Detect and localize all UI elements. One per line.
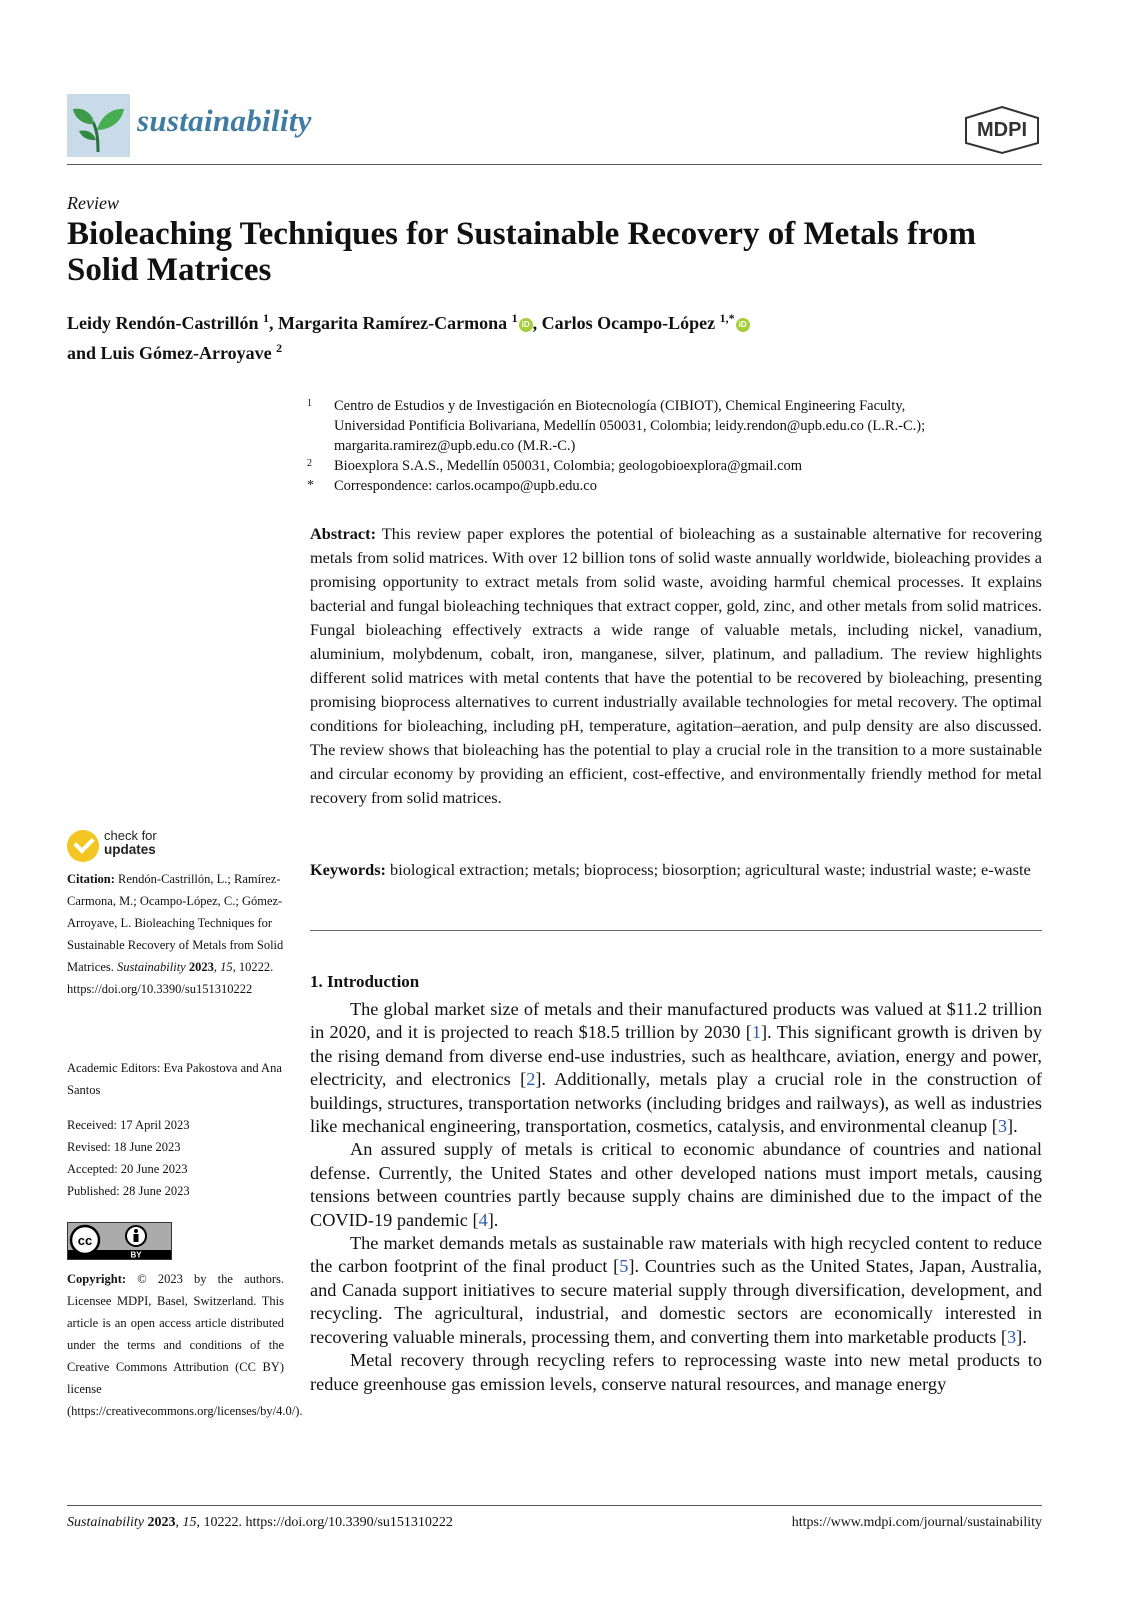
- affiliation-line: Centro de Estudios y de Investigación en Biotecnología (CIBIOT), Chemical Engineering Faculty,: [334, 398, 906, 414]
- footer-journal-url[interactable]: https://www.mdpi.com/journal/sustainability: [791, 1515, 1042, 1530]
- paragraph: [310, 1138, 1042, 1232]
- academic-editors: Academic Editors: Eva Pakostova and Ana Santos: [67, 1061, 282, 1097]
- abstract: [310, 522, 1042, 810]
- copyright-text: © 2023 by the authors. Licensee MDPI, Basel, Switzerland. This article is an open access article distributed under the terms and conditions of the Creative Commons Attribution (CC BY) license (https://creativecommons.org/licenses/by/4.0/).: [67, 1272, 303, 1418]
- check-updates-line: check for: [104, 828, 157, 843]
- keywords-divider: [310, 930, 1042, 931]
- keywords: [310, 858, 1042, 882]
- author-affiliation-mark: 1: [263, 311, 270, 325]
- footer-volume: 15: [182, 1515, 197, 1530]
- paragraph-text: The global market size of metals and their manufactured products was valued at $11.2 trillion in 2020, and it is projected to reach $18.5 trillion by 2030 [: [310, 999, 1042, 1043]
- footer-citation: Sustainability 2023, 15, 10222. https://doi.org/10.3390/su151310222: [67, 1515, 453, 1530]
- date-received: Received: 17 April 2023: [67, 1118, 190, 1132]
- paragraph-text: ]. This significant growth is driven by the rising demand from diverse end-use industries, such as healthcare, aviation, energy and power, electricity, and electronics [: [310, 1022, 1043, 1090]
- citation-doi[interactable]: , 10222. https://doi.org/10.3390/su151310222: [67, 960, 274, 996]
- introduction-body: [310, 998, 1042, 1396]
- reference-link[interactable]: 5: [619, 1256, 629, 1277]
- paragraph: [310, 1349, 1042, 1396]
- cc-letters: cc: [77, 1233, 93, 1248]
- abstract-text: This review paper explores the potential of bioleaching as a sustainable alternative for recovering metals from solid matrices. With over 12 billion tons of solid waste annually worldwide, bioleaching provides a promising opportunity to extract metals from solid waste, avoiding harmful chemical processes. It explains bacterial and fungal bioleaching techniques that extract copper, gold, zinc, and other metals from solid matrices. Fungal bioleaching effectively extracts a wide range of valuable metals, including nickel, vanadium, aluminium, molybdenum, cobalt, iron, manganese, silver, platinum, and palladium. The review highlights different solid matrices with metal contents that have the potential to be recovered by bioleaching, presenting promising bioprocess alternatives to current industrially available technologies for metal recovery. The optimal conditions for bioleaching, including pH, temperature, agitation–aeration, and pulp density are also discussed. The review shows that bioleaching has the potential to play a crucial role in the transition to a more sustainable and circular economy by providing an efficient, cost-effective, and environmentally friendly method for metal recovery from solid matrices.: [310, 524, 1042, 807]
- paragraph-text: ].: [1016, 1326, 1027, 1347]
- reference-link[interactable]: 4: [478, 1209, 488, 1230]
- reference-link[interactable]: 3: [997, 1116, 1007, 1137]
- author-name: Leidy Rendón-Castrillón: [67, 313, 259, 333]
- correspondence: [307, 476, 1027, 496]
- paragraph-text: ]. Countries such as the United States, Japan, Australia, and Canada support initiatives to secure material supply through diversification, development, and recycling. The agricultural, industrial, and domestic sectors are economically interested in recovering valuable minerals, processing them, and converting them into marketable products [: [310, 1256, 1042, 1347]
- mdpi-logo-text: MDPI: [977, 119, 1027, 141]
- citation-year: 2023: [188, 960, 214, 974]
- footer-divider: [67, 1505, 1042, 1506]
- author-list: Leidy Rendón-Castrillón $^1$, Margarita Ramírez-Carmona $^1$ iD , Carlos Ocampo-López $^{1,*}$ iD and Luis Gómez-Arroyave $^2$: [67, 306, 1042, 366]
- article-title: Bioleaching Techniques for Sustainable Recovery of Metals from Solid Matrices: [67, 216, 977, 288]
- keywords-label: Keywords:: [310, 860, 386, 879]
- reference-link[interactable]: 3: [1007, 1326, 1017, 1347]
- affiliation-mark: 1: [307, 398, 312, 409]
- by-label: BY: [130, 1250, 142, 1259]
- leaf-icon: [67, 94, 130, 157]
- paragraph: [310, 1232, 1042, 1349]
- publication-dates: [67, 1114, 284, 1202]
- reference-link[interactable]: 1: [751, 1022, 761, 1043]
- affiliation-mark: 2: [307, 458, 312, 469]
- affiliation-mark: *: [307, 478, 314, 493]
- paragraph-text: An assured supply of metals is critical to economic abundance of countries and national defense. Currently, the United States and other developed nations must import metals, causing tensions between countries partly because supply chains are diminished due to the impact of the COVID-19 pandemic [: [310, 1139, 1042, 1230]
- affiliation-line: Universidad Pontificia Bolivariana, Medellín 050031, Colombia; leidy.rendon@upb.edu.co (L.R.-C.);: [334, 418, 926, 434]
- date-accepted: Accepted: 20 June 2023: [67, 1162, 188, 1176]
- orcid-icon[interactable]: iD: [519, 318, 533, 332]
- copyright: [67, 1268, 303, 1422]
- cc-by-license-badge[interactable]: [67, 1222, 172, 1260]
- author-name: Luis Gómez-Arroyave: [100, 343, 272, 363]
- footer-journal: Sustainability: [67, 1515, 144, 1530]
- citation-text: Rendón-Castrillón, L.; Ramírez-Carmona, M.; Ocampo-López, C.; Gómez-Arroyave, L. Bioleaching Techniques for Sustainable Recovery of Metals from Solid Matrices.: [67, 872, 284, 974]
- author-name: Carlos Ocampo-López: [541, 313, 716, 333]
- affiliation-1: [307, 396, 1027, 456]
- affiliation-line: margarita.ramirez@upb.edu.co (M.R.-C.): [334, 438, 576, 454]
- mdpi-logo: [962, 105, 1042, 155]
- author-affiliation-mark: 1: [511, 311, 518, 325]
- header-divider: [67, 164, 1042, 165]
- citation-volume: 15: [220, 960, 233, 974]
- footer-year: 2023: [147, 1515, 176, 1530]
- paragraph-text: The market demands metals as sustainable raw materials with high recycled content to reduce the carbon footprint of the final product [: [310, 1233, 1042, 1277]
- orcid-icon[interactable]: iD: [736, 318, 750, 332]
- author-affiliation-mark: 1,*: [719, 311, 735, 325]
- abstract-label: Abstract:: [310, 524, 377, 543]
- citation-journal: Sustainability: [116, 960, 186, 974]
- journal-name: sustainability: [137, 103, 312, 138]
- paragraph: [310, 998, 1042, 1138]
- footer-doi[interactable]: , 10222. https://doi.org/10.3390/su151310222: [196, 1515, 453, 1530]
- affiliation-line: Bioexplora S.A.S., Medellín 050031, Colombia; geologobioexplora@gmail.com: [334, 458, 803, 474]
- paragraph-text: ].: [487, 1209, 499, 1230]
- and-word: and: [67, 343, 97, 363]
- affiliation-2: [307, 456, 1027, 476]
- author-name: Margarita Ramírez-Carmona: [278, 313, 508, 333]
- author-affiliation-mark: 2: [276, 341, 283, 355]
- check-icon: [67, 830, 99, 862]
- affiliation-line: Correspondence: carlos.ocampo@upb.edu.co: [334, 478, 597, 494]
- copyright-label: Copyright:: [67, 1272, 127, 1286]
- section-heading: 1. Introduction: [310, 972, 420, 991]
- paragraph-text: ].: [1006, 1116, 1018, 1137]
- date-revised: Revised: 18 June 2023: [67, 1140, 181, 1154]
- reference-link[interactable]: 2: [526, 1069, 536, 1090]
- paragraph-text: Metal recovery through recycling refers to reprocessing waste into new metal products to reduce greenhouse gas emission levels, conserve natural resources, and manage energy: [310, 1350, 1042, 1394]
- date-published: Published: 28 June 2023: [67, 1184, 190, 1198]
- citation: Citation: Rendón-Castrillón, L.; Ramírez-Carmona, M.; Ocampo-López, C.; Gómez-Arroyave, L. Bioleaching Techniques for Sustainable Recovery of Metals from Solid Matrices. Sustainability 2023, 15, 10222. https://doi.org/10.3390/su151310222: [67, 872, 284, 996]
- citation-label: Citation:: [67, 872, 115, 886]
- check-updates-line: updates: [104, 842, 156, 857]
- keywords-text: biological extraction; metals; bioprocess; biosorption; agricultural waste; industrial waste; e-waste: [390, 860, 1031, 879]
- article-type: Review: [67, 193, 119, 213]
- paragraph-text: ]. Additionally, metals play a crucial role in the construction of buildings, structures, transportation networks (including bridges and railways), as well as industries like mechanical engineering, transportation, cosmetics, catalysis, and environmental cleanup [: [310, 1069, 1042, 1137]
- journal-logo: [67, 94, 130, 157]
